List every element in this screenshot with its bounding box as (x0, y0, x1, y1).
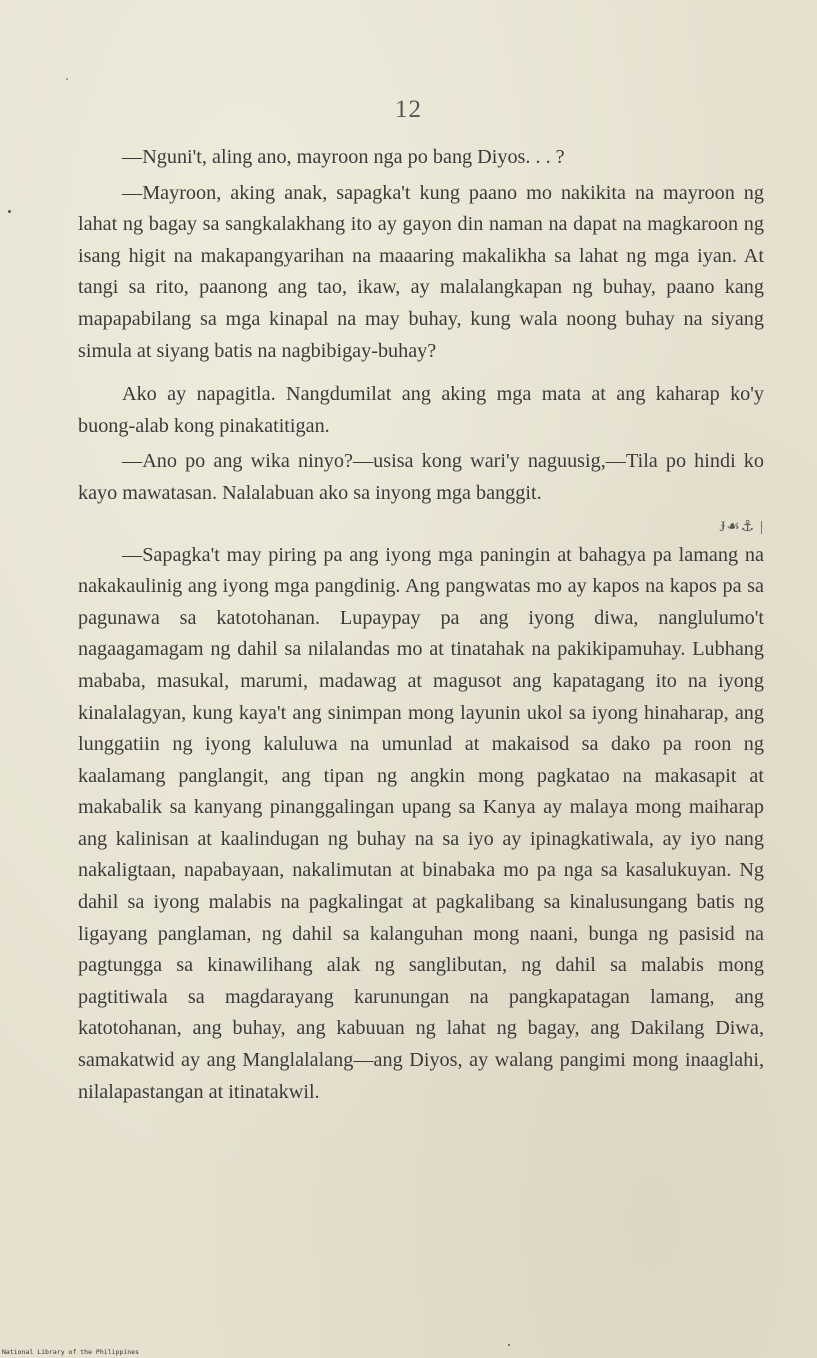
library-stamp: Ɉ☙⚓︎ | (719, 518, 764, 535)
paragraph-1: —Nguni't, aling ano, mayroon nga po bang Diyos. . . ? (122, 146, 565, 168)
paragraph-2: —Mayroon, aking anak, sapagka't kung paano mo nakikita na mayroon ng lahat ng bagay sa sangkalakhang ito ay gayon din naman na dapat na magkaroon ng isang higit na makapangyarihan na maaaring makalikha sa lahat ng mga iyan. At tangi sa rito, paanong ang tao, ikaw, ay malalangkapan ng buhay, paano kang mapapabilang sa mga kinapal na may buhay, kung wala noong buhay na siyang simula at siyang batis na nagbibigay-buhay? (78, 181, 764, 362)
page-number: 12 (395, 96, 422, 123)
paper-speck (508, 1344, 510, 1346)
stamp-line (78, 510, 764, 540)
digitization-credit: National Library of the Philippines (2, 1348, 139, 1356)
paper-speck (66, 78, 68, 80)
paragraph-5: —Sapagka't may piring pa ang iyong mga paningin at bahagya pa lamang na nakakaulinig ang iyong mga pangdinig. Ang pangwatas mo ay kapos na kapos pa sa pagunawa sa katotohanan. Lupaypay pa ang iyong diwa, nanglulumo't nagaagamagam ng dahil sa nilalandas mo at tinatahak na pakikipamuhay. Lubhang mababa, masukal, marumi, madawag at magusot ang kapatagang ito na iyong kinalalagyan, kung kaya't ang sinimpan mong layunin ukol sa iyong hinaharap, ang lunggatiin ng iyong kaluluwa na umunlad at makaisod sa dako pa roon ng kaalamang panglangit, ang tipan ng angkin mong pagkatao na makasapit at makabalik sa kanyang pinanggalingan upang sa Kanya ay malaya mong maiharap ang kalinisan at kaalindugan ng buhay na sa iyo ay ipinagkatiwala, ay iyo nang nakaligtaan, napabayaan, nakalimutan at binabaka mo pa nga sa kasalukuyan. Ng dahil sa iyong malabis na pagkalingat at pagkalibang sa kinalusungang batis ng ligayang panglaman, ng dahil sa kalanguhan mong naani, bunga ng pasisid na pagtungga sa kinawilihang alak ng sanglibutan, ng dahil sa malabis mong pagtitiwala sa magdarayang karunungan na pangkapatagan lamang, ang katotohanan, ang buhay, ang kabuuan ng lahat ng bagay, ang Dakilang Diwa, samakatwid ay ang Manglalalang—ang Diyos, ay walang pangimi mong inaaglahi, nilalapastangan at itinatakwil. (78, 543, 764, 1103)
paper-speck (8, 210, 11, 213)
paragraph-4: —Ano po ang wika ninyo?—usisa kong wari'y naguusig,—Tila po hindi ko kayo mawatasan. Nalalabuan ako sa inyong mga banggit. (78, 450, 764, 504)
paragraph-3: Ako ay napagitla. Nangdumilat ang aking mga mata at ang kaharap ko'y buong-alab kong pinakatitigan. (78, 383, 764, 437)
body-text (78, 142, 764, 1108)
